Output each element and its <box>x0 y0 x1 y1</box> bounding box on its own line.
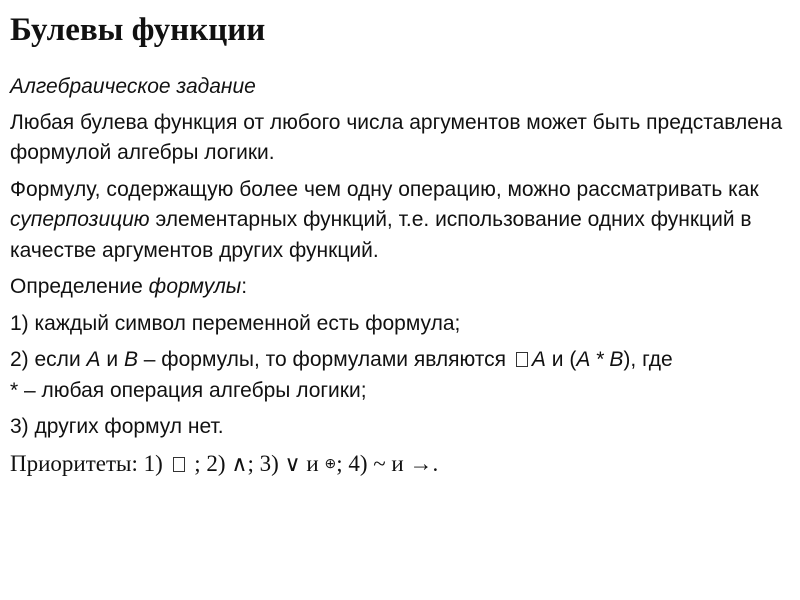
rule-2-start: 2) если <box>10 348 87 371</box>
rule-2-and: и <box>100 348 124 371</box>
xor-icon: ⊕ <box>324 456 337 472</box>
section-subtitle: Алгебраическое задание <box>10 75 256 98</box>
superposition-text-before: Формулу, содержащую более чем одну операцию, можно рассматривать как <box>10 177 759 201</box>
slide-body <box>10 72 790 486</box>
superposition-term: суперпозицию <box>10 208 150 231</box>
rule-2-and2: и <box>545 348 570 371</box>
priorities-line <box>10 449 790 481</box>
rule-3: 3) других формул нет. <box>10 415 224 438</box>
rule-2-var-b: B <box>123 348 138 371</box>
definition-term: формулы <box>148 275 242 298</box>
priority-label: Приоритеты: 1) <box>10 450 169 476</box>
disjunction-icon: ∨ <box>284 451 301 477</box>
rule-2-mid: – формулы, то формулами являются <box>137 348 512 371</box>
definition-colon: : <box>241 275 248 298</box>
priority-3-text: ; 3) <box>247 450 285 476</box>
rule-2-neg-a: A <box>531 348 546 371</box>
slide-title: Булевы функции <box>10 12 266 48</box>
priority-4-text: ; 4) ~ и →. <box>336 450 439 476</box>
rule-1: 1) каждый символ переменной есть формула; <box>10 311 461 335</box>
definition-label: Определение <box>10 275 149 298</box>
rule-2-var-a: A <box>86 348 101 371</box>
superposition-text-after: элементарных функций, т.е. использование одних функций в качестве аргументов других функций. <box>10 208 752 262</box>
rule-2-close: ), где <box>623 348 673 371</box>
negation-priority-icon <box>173 457 185 472</box>
paragraph-representation: Любая булева функция от любого числа аргументов может быть представлена формулой алгебры логики. <box>10 110 783 164</box>
conjunction-icon: ∧ <box>231 451 248 477</box>
negation-symbol-icon <box>516 352 528 367</box>
paragraph-superposition <box>10 175 790 267</box>
definition-heading <box>10 272 790 303</box>
priority-and-word: и <box>300 450 325 476</box>
priority-2-text: ; 2) <box>188 450 232 476</box>
rule-2 <box>10 345 790 406</box>
rule-2-expr: A * B <box>576 348 624 371</box>
rule-2-open-paren: ( <box>569 348 577 371</box>
rule-2-line2: * – любая операция алгебры логики; <box>10 378 367 402</box>
